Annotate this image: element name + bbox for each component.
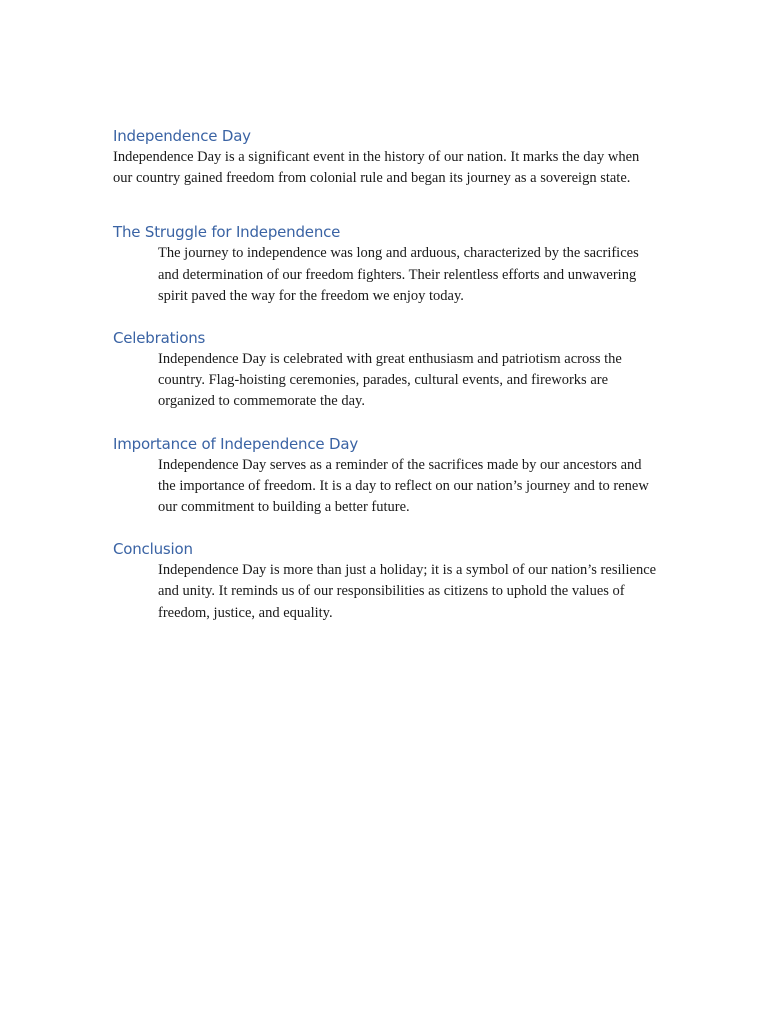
section-paragraph: Independence Day is celebrated with great enthusiasm and patriotism across the country. Flag-hoisting ceremonies, parades, cultural events, and fireworks are organized to commemorate the day.: [158, 351, 622, 410]
section-paragraph: Independence Day is more than just a holiday; it is a symbol of our nation’s resilience and unity. It reminds us of our responsibilities as citizens to uphold the values of freedom, justice, and equality.: [158, 562, 657, 621]
section-heading: Celebrations: [113, 329, 206, 348]
section-heading: Conclusion: [113, 540, 193, 559]
section-celebrations: [113, 327, 673, 413]
section-paragraph: Independence Day serves as a reminder of the sacrifices made by our ancestors and the importance of freedom. It is a day to reflect on our nation’s journey and to renew our commitment to building a better future.: [158, 456, 649, 516]
section-paragraph: Independence Day is a significant event in the history of our nation. It marks the day when our country gained freedom from colonial rule and began its journey as a sovereign state.: [113, 149, 640, 187]
section-importance: [113, 433, 673, 519]
section-heading: The Struggle for Independence: [113, 223, 341, 242]
section-heading: Independence Day: [113, 127, 251, 145]
section-independence-day: [113, 125, 673, 189]
section-struggle: [113, 221, 673, 307]
section-heading: Importance of Independence Day: [113, 434, 359, 453]
section-conclusion: [113, 538, 673, 624]
section-paragraph: The journey to independence was long and arduous, characterized by the sacrifices and determination of our freedom fighters. Their relentless efforts and unwavering spirit paved the way for the freedom we enjoy today.: [158, 245, 639, 304]
document-body: [113, 125, 673, 644]
